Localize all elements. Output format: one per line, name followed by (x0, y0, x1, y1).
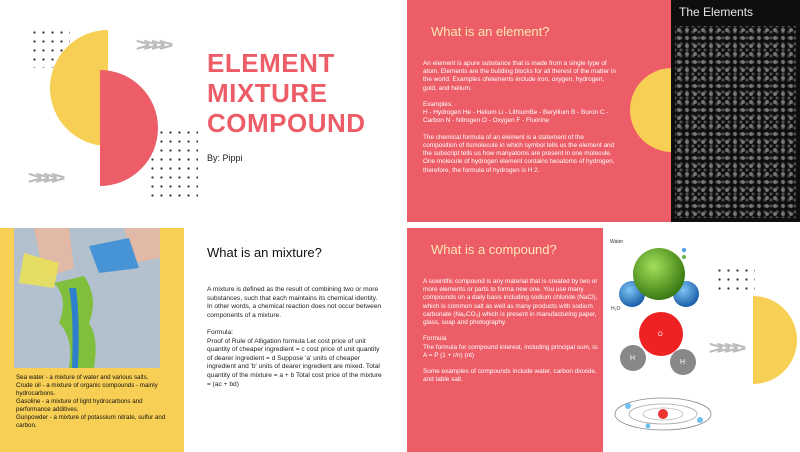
water-molecule-2d-icon (613, 312, 713, 382)
pouring-liquid-illustration (14, 228, 160, 368)
main-title: ELEMENT MIXTURE COMPOUND (207, 48, 366, 138)
slide-mixture[interactable] (0, 228, 398, 452)
water-molecule-3d-icon (608, 242, 718, 322)
mixture-photo (14, 228, 160, 368)
dot-grid-compound (715, 266, 755, 296)
atom-label-h2: H (680, 359, 686, 366)
chevrons-bottom: >>>> (27, 168, 59, 188)
mixture-examples: Sea water - a mixture of water and various salts. Crude oil - a mixture of organic compounds - mainly hydrocarbons. Gasoline - a mixture of light hydrocarbons and performance additives. Gunpowder - a mixture of potassium nitrate, sulfur and carbon. (16, 374, 166, 429)
chevrons-top: >>>> (135, 35, 167, 55)
mixture-heading: What is an mixture? (207, 245, 322, 260)
compound-body: A scientific compound is any material that is created by two or more elements or parts to forma new one. You use many compounds on a daily basis including sodium chloride (NaCl), which is common salt as well as many products with sodium carbonate (Na₂CO₃) which is present in manufacturing paper, glass, soap and photography. Formula The formula for compound interest, including principal sum, is: A = P (1 + r/n) (nt) Some examples of compounds include water, carbon dioxide, and table salt. (423, 278, 599, 384)
slide-element[interactable] (407, 0, 800, 222)
elements-image-title: The Elements (679, 5, 754, 19)
elements-thumbnails (675, 26, 796, 218)
element-heading: What is an element? (431, 24, 550, 39)
label-h2o: H₂O (611, 306, 621, 312)
atom-orbit-icon (608, 384, 718, 444)
chevrons-compound: >>>> (708, 338, 740, 358)
yellow-half-circle (617, 0, 677, 222)
slide-compound[interactable] (407, 228, 800, 452)
element-body: An element is apure substance that is made from a single type of atom. Elements are the building blocks for all therest of the matter in the world. Examples ofelements include iron, oxygen, hydrogen, gold, and helium. Examples: H - Hydrogen He - Helium Li - LithiumBe - Beryllium B - Boron C - Carbon N - Nitrogen O - Oxygen F - Fluorine The chemical formula of an element is a statement of the composition of itsmolecule in which symbol tells us the element and the subscript tells us how manyatoms are present in one molecule. One molecule of hydrogen element contains twoatoms of hydrogen, therefore, the formula of hydrogen is H 2. (423, 60, 616, 174)
slide-title[interactable] (0, 0, 398, 222)
atom-label-o: O (658, 332, 663, 338)
atom-label-h1: H (630, 355, 636, 362)
periodic-elements-image (671, 0, 800, 222)
label-water: Water (610, 239, 624, 245)
compound-heading: What is a compound? (431, 242, 557, 257)
author-byline: By: Pippi (207, 153, 243, 163)
mixture-body: A mixture is defined as the result of combining two or more substances, such that each maintains its chemical identity. In other words, a chemical reaction does not occur between components of a mixture. Formula: Proof of Rule of Alligation formula Let cost price of unit quantity of cheaper ingredient = c cost price of unit quantity of dearer ingredient = d Suppose 'a' units of cheaper ingredient and 'b' units of dearer ingredient are mixed. Total quantity of the mixture = a + b Total cost price of the mixture = (ac + bd) (207, 286, 382, 388)
compound-white-panel (603, 228, 800, 452)
